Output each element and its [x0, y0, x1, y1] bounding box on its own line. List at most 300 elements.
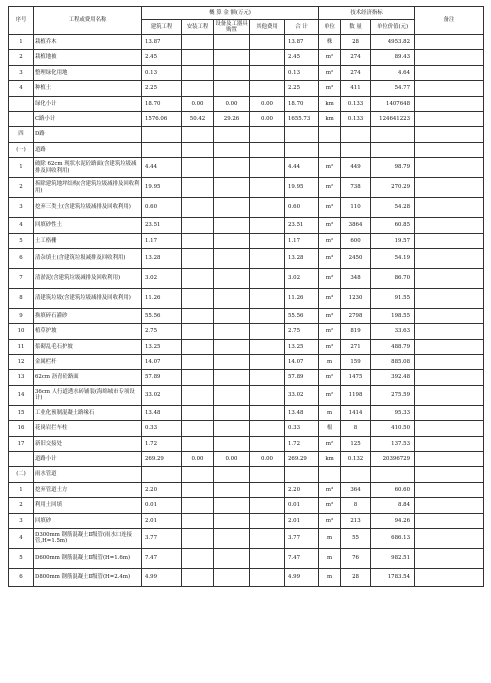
- cell-seq: 4: [9, 218, 34, 233]
- cell-seq: 2: [9, 498, 34, 513]
- cell-install: [182, 498, 214, 513]
- cell-build: 55.56: [142, 308, 182, 323]
- cell-remark: [415, 81, 484, 96]
- cell-name: 栽植乔木: [34, 35, 142, 50]
- cell-remark: [415, 248, 484, 268]
- cell-unit-price: 270.29: [371, 178, 415, 198]
- cell-remark: [415, 482, 484, 497]
- cell-total: 3.02: [285, 268, 319, 288]
- cell-name: 土工格栅: [34, 233, 142, 248]
- cell-total: 13.28: [285, 248, 319, 268]
- cell-install: [182, 405, 214, 420]
- cell-total: 14.07: [285, 355, 319, 370]
- cell-unit-price: 982.51: [371, 548, 415, 568]
- cell-install: [182, 436, 214, 451]
- table-row: [9, 385, 484, 405]
- cell-remark: [415, 35, 484, 50]
- cell-total: 4.99: [285, 568, 319, 586]
- cell-qty: 55: [341, 528, 371, 548]
- cell-qty: 1230: [341, 288, 371, 308]
- header-estimate-group: 概 算 金 额(万元): [142, 7, 319, 20]
- cell-name: D800mm 钢筋混凝土Ⅱ级管(H=2.4m): [34, 568, 142, 586]
- cell-seq: 7: [9, 268, 34, 288]
- cell-seq: 四: [9, 127, 34, 142]
- cell-other: [250, 436, 285, 451]
- cell-other: [250, 528, 285, 548]
- cell-other: [250, 482, 285, 497]
- cell-seq: [9, 452, 34, 467]
- cell-other: 0.00: [250, 452, 285, 467]
- estimate-sheet: [8, 6, 483, 587]
- header-build: 建筑工程: [142, 20, 182, 35]
- cell-other: [250, 198, 285, 218]
- table-row: [9, 339, 484, 354]
- cell-remark: [415, 288, 484, 308]
- cell-install: [182, 218, 214, 233]
- cell-other: [250, 324, 285, 339]
- table-row: [9, 528, 484, 548]
- cell-other: [250, 81, 285, 96]
- cell-unit-price: [371, 142, 415, 157]
- cell-seq: 12: [9, 355, 34, 370]
- cell-build: 2.25: [142, 81, 182, 96]
- cell-other: [250, 498, 285, 513]
- cell-equip: [214, 233, 250, 248]
- header-name: 工程或费用名称: [34, 7, 142, 35]
- table-row: [9, 513, 484, 528]
- header-equip: 设备及工器具购置: [215, 20, 248, 33]
- cell-build: 4.99: [142, 568, 182, 586]
- cell-name: 拆除建筑地坪结构(含建筑垃圾减排及回收利用): [34, 178, 142, 198]
- cell-qty: 110: [341, 198, 371, 218]
- table-row: [9, 50, 484, 65]
- cell-remark: [415, 233, 484, 248]
- cell-name: 清杂填土(含建筑垃圾减排及回收利用): [34, 248, 142, 268]
- cell-install: [182, 339, 214, 354]
- cell-equip: [214, 142, 250, 157]
- cell-qty: 1198: [341, 385, 371, 405]
- cell-unit-price: 98.79: [371, 158, 415, 178]
- cell-seq: 15: [9, 405, 34, 420]
- cell-install: [182, 528, 214, 548]
- cell-name: 雨水管道: [34, 467, 142, 482]
- cell-total: [285, 142, 319, 157]
- header-remark: 备注: [415, 7, 484, 35]
- cell-name: 回填砂性土: [34, 218, 142, 233]
- cell-remark: [415, 436, 484, 451]
- cell-unit-price: 60.60: [371, 482, 415, 497]
- cell-seq: 4: [9, 81, 34, 96]
- cell-install: [182, 288, 214, 308]
- cell-name: 工业化预制混凝土路缘石: [34, 405, 142, 420]
- cell-seq: 6: [9, 248, 34, 268]
- cell-equip: [214, 339, 250, 354]
- cell-qty: 364: [341, 482, 371, 497]
- cell-install: [182, 385, 214, 405]
- table-row: [9, 81, 484, 96]
- cell-qty: 274: [341, 65, 371, 80]
- cell-remark: [415, 421, 484, 436]
- table-row: [9, 355, 484, 370]
- header-tech-group: 技术经济指标: [319, 7, 415, 20]
- cell-total: 33.02: [285, 385, 319, 405]
- cell-unit: m²: [319, 65, 341, 80]
- cell-name: 36cm 人行道透水砖铺装(海绵城市专项设计): [34, 385, 142, 405]
- cell-build: 19.95: [142, 178, 182, 198]
- cell-other: [250, 513, 285, 528]
- cell-name: D300mm 钢筋混凝土Ⅱ级管(雨水口连接管,H=1.5m): [34, 528, 142, 548]
- cell-equip: [214, 548, 250, 568]
- cell-build: 13.28: [142, 248, 182, 268]
- cell-remark: [415, 111, 484, 126]
- cell-total: 18.70: [285, 96, 319, 111]
- cell-qty: 819: [341, 324, 371, 339]
- cell-equip: [214, 467, 250, 482]
- table-row: [9, 178, 484, 198]
- header-unit-price: 单位价值(元): [371, 20, 415, 35]
- cell-equip: [214, 385, 250, 405]
- cell-total: [285, 127, 319, 142]
- cell-unit-price: 4953.82: [371, 35, 415, 50]
- cell-other: [250, 65, 285, 80]
- table-row: [9, 288, 484, 308]
- cell-seq: 2: [9, 178, 34, 198]
- cell-total: 2.01: [285, 513, 319, 528]
- cell-unit: m³: [319, 268, 341, 288]
- cell-unit-price: 392.48: [371, 370, 415, 385]
- cell-install: [182, 233, 214, 248]
- estimate-table: [8, 6, 484, 587]
- cell-remark: [415, 548, 484, 568]
- cell-install: [182, 421, 214, 436]
- cell-remark: [415, 385, 484, 405]
- cell-qty: 213: [341, 513, 371, 528]
- cell-build: 7.47: [142, 548, 182, 568]
- cell-equip: [214, 65, 250, 80]
- cell-remark: [415, 324, 484, 339]
- cell-unit: [319, 467, 341, 482]
- cell-unit-price: 4.64: [371, 65, 415, 80]
- table-row: [9, 142, 484, 157]
- cell-unit-price: 33.63: [371, 324, 415, 339]
- cell-seq: 9: [9, 308, 34, 323]
- cell-unit-price: 94.26: [371, 513, 415, 528]
- cell-install: [182, 467, 214, 482]
- cell-name: 整理绿化用地: [34, 65, 142, 80]
- cell-seq: [9, 96, 34, 111]
- cell-unit-price: 95.33: [371, 405, 415, 420]
- cell-qty: 449: [341, 158, 371, 178]
- cell-equip: [214, 50, 250, 65]
- cell-total: 2.20: [285, 482, 319, 497]
- cell-seq: 11: [9, 339, 34, 354]
- cell-name: 金属栏杆: [34, 355, 142, 370]
- cell-install: [182, 65, 214, 80]
- cell-build: 23.51: [142, 218, 182, 233]
- cell-build: [142, 142, 182, 157]
- cell-unit: km: [319, 96, 341, 111]
- cell-unit: km: [319, 111, 341, 126]
- cell-install: [182, 248, 214, 268]
- cell-seq: (一): [9, 142, 34, 157]
- cell-equip: [214, 355, 250, 370]
- cell-name: 道路小计: [34, 452, 142, 467]
- cell-total: 23.51: [285, 218, 319, 233]
- cell-name: 62cm 沥青砼路面: [34, 370, 142, 385]
- cell-build: 2.01: [142, 513, 182, 528]
- cell-build: 0.01: [142, 498, 182, 513]
- cell-other: [250, 50, 285, 65]
- cell-unit: m³: [319, 198, 341, 218]
- cell-qty: 0.133: [341, 96, 371, 111]
- cell-remark: [415, 452, 484, 467]
- cell-install: [182, 35, 214, 50]
- cell-remark: [415, 198, 484, 218]
- cell-total: 0.33: [285, 421, 319, 436]
- cell-unit: m²: [319, 370, 341, 385]
- cell-equip: [214, 127, 250, 142]
- cell-remark: [415, 528, 484, 548]
- cell-unit-price: 54.77: [371, 81, 415, 96]
- cell-total: 0.01: [285, 498, 319, 513]
- cell-qty: 76: [341, 548, 371, 568]
- header-seq: 序号: [9, 7, 34, 35]
- table-row: [9, 436, 484, 451]
- cell-qty: 8: [341, 498, 371, 513]
- header-install: 安装工程: [182, 20, 214, 35]
- cell-seq: [9, 111, 34, 126]
- cell-unit: m²: [319, 158, 341, 178]
- cell-seq: 13: [9, 370, 34, 385]
- cell-equip: [214, 421, 250, 436]
- table-row: [9, 248, 484, 268]
- cell-total: 57.89: [285, 370, 319, 385]
- cell-unit: m: [319, 528, 341, 548]
- cell-install: [182, 268, 214, 288]
- cell-remark: [415, 127, 484, 142]
- cell-total: 1.72: [285, 436, 319, 451]
- cell-seq: (二): [9, 467, 34, 482]
- header-unit: 单位: [319, 20, 341, 35]
- cell-other: [250, 248, 285, 268]
- cell-name: 破除 62cm 现状水泥砼路面(含建筑垃圾减排及回收利用): [34, 158, 142, 178]
- cell-unit-price: 86.70: [371, 268, 415, 288]
- cell-build: 2.75: [142, 324, 182, 339]
- table-row: [9, 65, 484, 80]
- cell-unit: m²: [319, 178, 341, 198]
- table-row: [9, 370, 484, 385]
- cell-qty: 274: [341, 50, 371, 65]
- cell-unit-price: [371, 127, 415, 142]
- cell-unit-price: 54.28: [371, 198, 415, 218]
- cell-equip: 0.00: [214, 96, 250, 111]
- cell-seq: 3: [9, 65, 34, 80]
- cell-build: 11.26: [142, 288, 182, 308]
- cell-remark: [415, 158, 484, 178]
- cell-qty: 1475: [341, 370, 371, 385]
- cell-qty: 271: [341, 339, 371, 354]
- cell-install: [182, 370, 214, 385]
- cell-install: [182, 81, 214, 96]
- cell-build: 57.89: [142, 370, 182, 385]
- cell-qty: 3864: [341, 218, 371, 233]
- cell-remark: [415, 370, 484, 385]
- cell-qty: [341, 142, 371, 157]
- cell-qty: 28: [341, 35, 371, 50]
- cell-install: [182, 308, 214, 323]
- cell-other: [250, 568, 285, 586]
- header-qty: 数 量: [341, 20, 371, 35]
- cell-build: 2.45: [142, 50, 182, 65]
- cell-name: D路: [34, 127, 142, 142]
- table-row: [9, 308, 484, 323]
- cell-unit-price: 60.85: [371, 218, 415, 233]
- cell-install: 0.00: [182, 452, 214, 467]
- cell-unit-price: 137.53: [371, 436, 415, 451]
- cell-other: [250, 218, 285, 233]
- cell-other: [250, 548, 285, 568]
- cell-remark: [415, 467, 484, 482]
- cell-seq: 1: [9, 35, 34, 50]
- table-row: [9, 498, 484, 513]
- cell-unit: km: [319, 452, 341, 467]
- cell-name: 栽植地被: [34, 50, 142, 65]
- cell-build: 0.13: [142, 65, 182, 80]
- cell-other: [250, 355, 285, 370]
- cell-build: 3.77: [142, 528, 182, 548]
- cell-qty: 348: [341, 268, 371, 288]
- cell-seq: 17: [9, 436, 34, 451]
- cell-remark: [415, 405, 484, 420]
- cell-unit: m³: [319, 81, 341, 96]
- table-row: [9, 421, 484, 436]
- cell-seq: 14: [9, 385, 34, 405]
- cell-other: 0.00: [250, 96, 285, 111]
- cell-name: 清淤泥(含建筑垃圾减排及回收利用): [34, 268, 142, 288]
- cell-unit-price: 275.59: [371, 385, 415, 405]
- table-row: [9, 268, 484, 288]
- cell-unit-price: 488.79: [371, 339, 415, 354]
- cell-seq: 5: [9, 548, 34, 568]
- cell-install: [182, 548, 214, 568]
- cell-name: C路小计: [34, 111, 142, 126]
- cell-build: 0.60: [142, 198, 182, 218]
- cell-unit-price: 19.57: [371, 233, 415, 248]
- cell-name: 植草护坡: [34, 324, 142, 339]
- cell-unit: m³: [319, 218, 341, 233]
- cell-name: D600mm 钢筋混凝土Ⅱ级管(H=1.6m): [34, 548, 142, 568]
- cell-build: 3.02: [142, 268, 182, 288]
- table-row: [9, 198, 484, 218]
- cell-seq: 4: [9, 528, 34, 548]
- table-row: [9, 158, 484, 178]
- cell-total: [285, 467, 319, 482]
- cell-install: [182, 158, 214, 178]
- cell-unit: m: [319, 568, 341, 586]
- cell-unit-price: 8.84: [371, 498, 415, 513]
- cell-unit-price: 20396729: [371, 452, 415, 467]
- cell-build: 269.29: [142, 452, 182, 467]
- table-row: [9, 127, 484, 142]
- cell-build: 13.87: [142, 35, 182, 50]
- cell-remark: [415, 218, 484, 233]
- cell-remark: [415, 65, 484, 80]
- cell-build: 1.72: [142, 436, 182, 451]
- cell-other: [250, 405, 285, 420]
- cell-qty: [341, 127, 371, 142]
- cell-equip: [214, 198, 250, 218]
- cell-equip: [214, 268, 250, 288]
- cell-install: [182, 324, 214, 339]
- cell-name: 花岗岩拦车柱: [34, 421, 142, 436]
- cell-name: 种植土: [34, 81, 142, 96]
- cell-qty: 8: [341, 421, 371, 436]
- cell-install: [182, 178, 214, 198]
- cell-build: 18.70: [142, 96, 182, 111]
- cell-qty: 411: [341, 81, 371, 96]
- cell-name: 回填砂: [34, 513, 142, 528]
- cell-qty: 738: [341, 178, 371, 198]
- cell-total: 4.44: [285, 158, 319, 178]
- cell-qty: 0.133: [341, 111, 371, 126]
- cell-equip: [214, 513, 250, 528]
- cell-unit-price: 1407648: [371, 96, 415, 111]
- cell-seq: 8: [9, 288, 34, 308]
- cell-seq: 3: [9, 513, 34, 528]
- cell-name: 道路: [34, 142, 142, 157]
- cell-unit-price: 54.19: [371, 248, 415, 268]
- cell-other: [250, 158, 285, 178]
- cell-equip: [214, 436, 250, 451]
- cell-unit: m³: [319, 288, 341, 308]
- cell-total: 0.60: [285, 198, 319, 218]
- cell-unit: m³: [319, 498, 341, 513]
- cell-equip: [214, 81, 250, 96]
- cell-equip: [214, 218, 250, 233]
- cell-total: 1655.73: [285, 111, 319, 126]
- cell-unit-price: 198.55: [371, 308, 415, 323]
- cell-unit: m: [319, 355, 341, 370]
- cell-unit: m²: [319, 50, 341, 65]
- cell-build: 1.17: [142, 233, 182, 248]
- cell-remark: [415, 268, 484, 288]
- cell-equip: [214, 178, 250, 198]
- cell-total: 19.95: [285, 178, 319, 198]
- cell-equip: [214, 35, 250, 50]
- cell-other: [250, 288, 285, 308]
- cell-name: 浆砌乱毛石护坡: [34, 339, 142, 354]
- cell-install: 50.42: [182, 111, 214, 126]
- cell-total: 11.26: [285, 288, 319, 308]
- cell-equip: [214, 568, 250, 586]
- cell-total: 2.45: [285, 50, 319, 65]
- cell-seq: 6: [9, 568, 34, 586]
- cell-seq: 5: [9, 233, 34, 248]
- cell-install: [182, 198, 214, 218]
- cell-unit: 根: [319, 421, 341, 436]
- cell-other: [250, 142, 285, 157]
- cell-remark: [415, 568, 484, 586]
- cell-remark: [415, 513, 484, 528]
- cell-unit: m: [319, 405, 341, 420]
- cell-unit: m³: [319, 482, 341, 497]
- cell-equip: [214, 528, 250, 548]
- cell-install: [182, 568, 214, 586]
- cell-equip: 29.26: [214, 111, 250, 126]
- cell-name: 利用土回填: [34, 498, 142, 513]
- table-row: [9, 218, 484, 233]
- cell-seq: 1: [9, 482, 34, 497]
